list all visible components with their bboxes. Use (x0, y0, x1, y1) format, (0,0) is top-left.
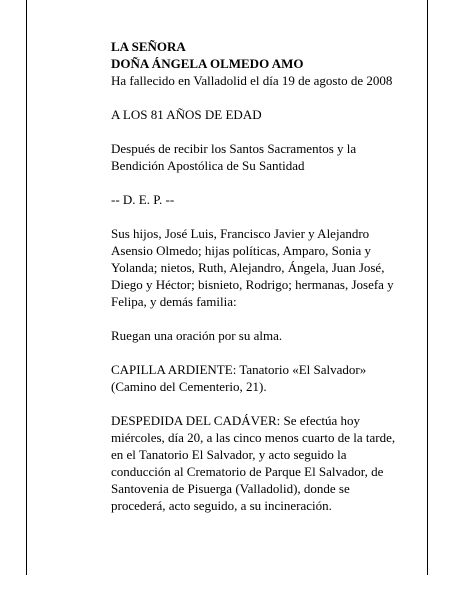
chapel-paragraph (111, 361, 411, 395)
sacraments-line: Bendición Apostólica de Su Santidad (111, 158, 305, 173)
family-line: Diego y Héctor; bisnieto, Rodrigo; hermanas, Josefa y (111, 277, 394, 292)
age-line: A LOS 81 AÑOS DE EDAD (111, 107, 262, 122)
farewell-line: procederá, acto seguido, a su incineración. (111, 498, 332, 513)
farewell-line: en el Tanatorio El Salvador, y acto seguido la (111, 447, 347, 462)
family-line: Sus hijos, José Luis, Francisco Javier y Alejandro (111, 226, 370, 241)
chapel-line: CAPILLA ARDIENTE: Tanatorio «El Salvador» (111, 362, 367, 377)
sacraments-line: Después de recibir los Santos Sacramentos y la (111, 141, 357, 156)
family-line: Felipa, y demás familia: (111, 294, 237, 309)
farewell-line: Santovenia de Pisuerga (Valladolid), donde se (111, 481, 350, 496)
family-paragraph (111, 225, 411, 310)
deceased-name: DOÑA ÁNGELA OLMEDO AMO (111, 56, 304, 71)
farewell-paragraph (111, 412, 411, 514)
family-line: Yolanda; nietos, Ruth, Alejandro, Ángela, Juan José, (111, 260, 385, 275)
title-line-1: LA SEÑORA (111, 39, 186, 54)
chapel-line: (Camino del Cementerio, 21). (111, 379, 267, 394)
farewell-line: conducción al Crematorio de Parque El Salvador, de (111, 464, 384, 479)
passed-away-line: Ha fallecido en Valladolid el día 19 de agosto de 2008 (111, 73, 393, 88)
prayer-line: Ruegan una oración por su alma. (111, 328, 283, 343)
farewell-line: DESPEDIDA DEL CADÁVER: Se efectúa hoy (111, 413, 361, 428)
family-line: Asensio Olmedo; hijas políticas, Amparo, Sonia y (111, 243, 371, 258)
farewell-line: miércoles, día 20, a las cinco menos cuarto de la tarde, (111, 430, 396, 445)
sacraments-paragraph (111, 140, 411, 174)
obituary-notice (111, 38, 411, 531)
notice-heading (111, 38, 411, 89)
rip-line: -- D. E. P. -- (111, 192, 175, 207)
